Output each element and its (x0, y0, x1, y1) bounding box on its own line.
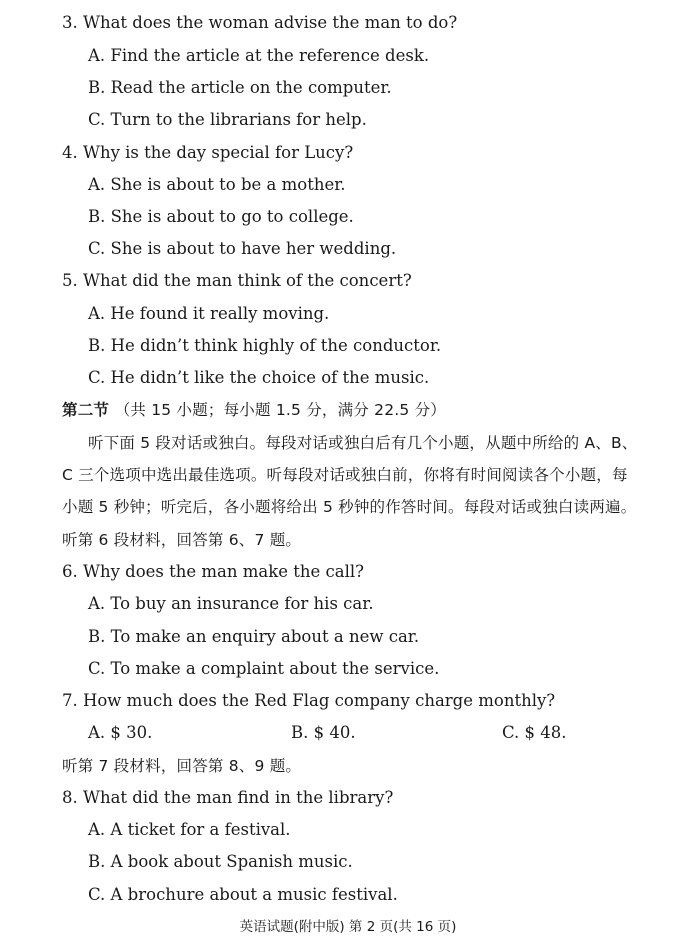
question-8: 8. What did the man find in the library? (62, 788, 394, 807)
section-2-instructions-line-1: 听下面 5 段对话或独白。每段对话或独白后有几个小题，从题中所给的 A、B、 (88, 434, 638, 452)
question-8-option-c: C. A brochure about a music festival. (88, 885, 398, 904)
question-6: 6. Why does the man make the call? (62, 562, 364, 581)
question-8-option-b: B. A book about Spanish music. (88, 852, 353, 871)
question-7-option-a: A. $ 30. (88, 723, 153, 742)
question-6-option-a: A. To buy an insurance for his car. (88, 594, 374, 613)
section-2-instructions-line-2: C 三个选项中选出最佳选项。听每段对话或独白前，你将有时间阅读各个小题，每 (62, 466, 628, 484)
section-2-title: 第二节 (62, 401, 110, 419)
material-6-note: 听第 6 段材料，回答第 6、7 题。 (62, 531, 302, 549)
question-4-option-c: C. She is about to have her wedding. (88, 239, 397, 258)
question-5-option-a: A. He found it really moving. (88, 304, 330, 323)
question-4: 4. Why is the day special for Lucy? (62, 143, 354, 162)
section-2-note: （共 15 小题；每小题 1.5 分，满分 22.5 分） (114, 401, 446, 419)
question-3-option-a: A. Find the article at the reference desk. (88, 46, 430, 65)
question-5: 5. What did the man think of the concert? (62, 271, 412, 290)
material-7-note: 听第 7 段材料，回答第 8、9 题。 (62, 757, 302, 775)
question-5-option-b: B. He didn’t think highly of the conductor. (88, 336, 442, 355)
section-2-instructions-line-3: 小题 5 秒钟；听完后，各小题将给出 5 秒钟的作答时间。每段对话或独白读两遍。 (62, 498, 637, 516)
question-6-option-b: B. To make an enquiry about a new car. (88, 627, 420, 646)
question-4-option-a: A. She is about to be a mother. (88, 175, 346, 194)
question-3: 3. What does the woman advise the man to do? (62, 13, 458, 32)
question-3-option-c: C. Turn to the librarians for help. (88, 110, 367, 129)
page-footer: 英语试题(附中版) 第 2 页(共 16 页) (239, 919, 457, 935)
question-7-option-b: B. $ 40. (291, 723, 356, 742)
question-8-option-a: A. A ticket for a festival. (88, 820, 291, 839)
section-2-heading (62, 399, 446, 421)
question-7-option-c: C. $ 48. (502, 723, 567, 742)
question-3-option-b: B. Read the article on the computer. (88, 78, 392, 97)
question-5-option-c: C. He didn’t like the choice of the music. (88, 368, 430, 387)
question-4-option-b: B. She is about to go to college. (88, 207, 354, 226)
question-7: 7. How much does the Red Flag company charge monthly? (62, 691, 556, 710)
question-6-option-c: C. To make a complaint about the service. (88, 659, 440, 678)
